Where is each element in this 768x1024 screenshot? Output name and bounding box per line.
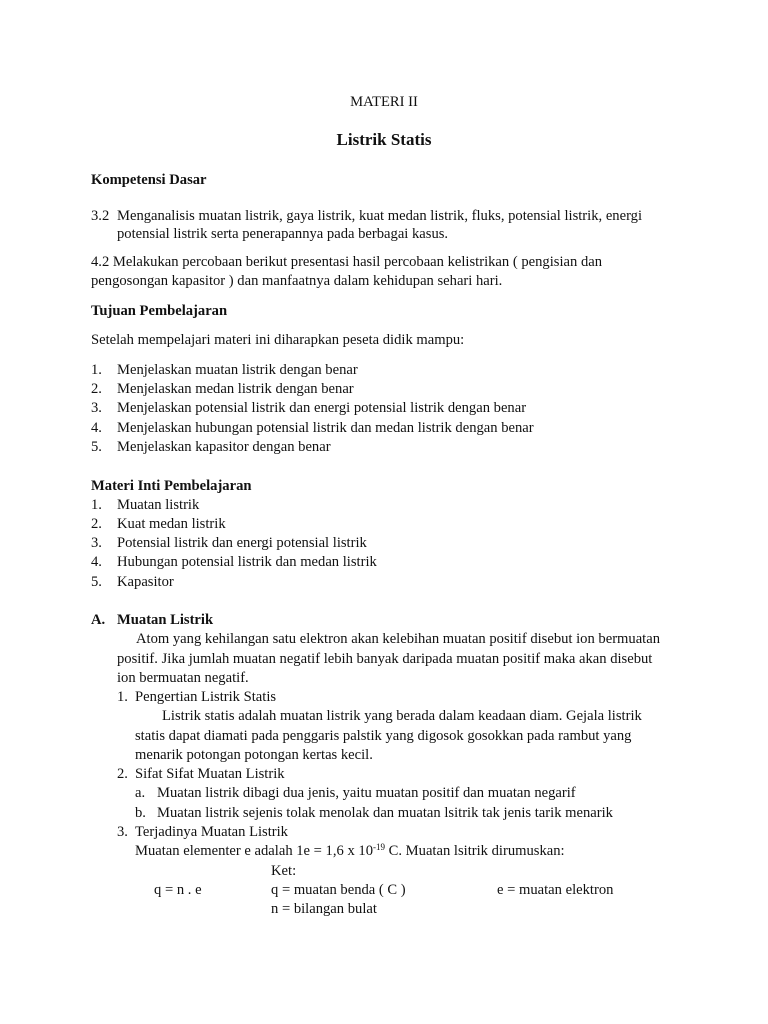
section-letter: A. bbox=[91, 612, 106, 628]
list-item-number: 1. bbox=[91, 497, 102, 513]
list-item: Menjelaskan kapasitor dengan benar bbox=[117, 439, 331, 455]
list-item-number: 3. bbox=[91, 535, 102, 551]
list-item: Menjelaskan muatan listrik dengan benar bbox=[117, 362, 358, 378]
list-item: Kapasitor bbox=[117, 574, 174, 590]
paragraph-line: Listrik statis adalah muatan listrik yang berada dalam keadaan diam. Gejala listrik bbox=[162, 708, 642, 724]
subsection-title: Terjadinya Muatan Listrik bbox=[135, 824, 288, 840]
list-item: Muatan listrik bbox=[117, 497, 200, 513]
subsection-number: 2. bbox=[117, 766, 128, 782]
list-item-number: 2. bbox=[91, 516, 102, 532]
tujuan-heading: Tujuan Pembelajaran bbox=[91, 303, 228, 319]
list-item: Menjelaskan medan listrik dengan benar bbox=[117, 381, 354, 397]
elementary-charge-line bbox=[135, 842, 565, 861]
list-item: Potensial listrik dan energi potensial listrik bbox=[117, 535, 367, 551]
list-item-number: 3. bbox=[91, 400, 102, 416]
materi-number: MATERI II bbox=[350, 94, 418, 110]
kd1-line: Menganalisis muatan listrik, gaya listrik, kuat medan listrik, fluks, potensial listrik, energi bbox=[117, 208, 643, 224]
ket-item: e = muatan elektron bbox=[497, 882, 614, 898]
subsection-title: Sifat Sifat Muatan Listrik bbox=[135, 766, 285, 782]
paragraph-line: Atom yang kehilangan satu elektron akan kelebihan muatan positif disebut ion bermuatan bbox=[136, 631, 661, 647]
paragraph-line: menarik potongan potongan kertas kecil. bbox=[135, 747, 373, 763]
subsection-title: Pengertian Listrik Statis bbox=[135, 689, 277, 705]
list-item-number: 2. bbox=[91, 381, 102, 397]
list-item-letter: a. bbox=[135, 785, 146, 801]
exponent: -19 bbox=[373, 842, 385, 852]
list-item: Muatan listrik dibagi dua jenis, yaitu muatan positif dan muatan negarif bbox=[157, 785, 576, 801]
paragraph-line: statis dapat diamati pada penggaris palstik yang digosok gosokkan pada rambut yang bbox=[135, 728, 632, 744]
ket-label: Ket: bbox=[271, 863, 297, 879]
paragraph-line: ion bermuatan negatif. bbox=[117, 670, 249, 686]
ket-item: n = bilangan bulat bbox=[271, 901, 377, 917]
list-item-number: 4. bbox=[91, 420, 102, 436]
list-item: Menjelaskan potensial listrik dan energi potensial listrik dengan benar bbox=[117, 400, 527, 416]
list-item: Hubungan potensial listrik dan medan listrik bbox=[117, 554, 377, 570]
page-title: Listrik Statis bbox=[336, 130, 432, 149]
kompetensi-heading: Kompetensi Dasar bbox=[91, 172, 207, 188]
subsection-number: 1. bbox=[117, 689, 128, 705]
materi-inti-heading: Materi Inti Pembelajaran bbox=[91, 478, 252, 494]
formula: q = n . e bbox=[154, 882, 202, 898]
list-item-number: 5. bbox=[91, 574, 102, 590]
list-item-number: 4. bbox=[91, 554, 102, 570]
list-item-letter: b. bbox=[135, 805, 146, 821]
list-item-number: 1. bbox=[91, 362, 102, 378]
kd1-number: 3.2 bbox=[91, 208, 110, 224]
charge-text: Muatan elementer e adalah 1e = 1,6 x 10 bbox=[135, 843, 373, 859]
list-item: Muatan listrik sejenis tolak menolak dan muatan lsitrik tak jenis tarik menarik bbox=[157, 805, 613, 821]
list-item: Menjelaskan hubungan potensial listrik dan medan listrik dengan benar bbox=[117, 420, 534, 436]
list-item-number: 5. bbox=[91, 439, 102, 455]
section-heading: Muatan Listrik bbox=[117, 612, 214, 628]
kd2-line: 4.2 Melakukan percobaan berikut presentasi hasil percobaan kelistrikan ( pengisian dan bbox=[91, 254, 603, 270]
subsection-number: 3. bbox=[117, 824, 128, 840]
charge-text-tail: C. Muatan lsitrik dirumuskan: bbox=[385, 843, 565, 859]
ket-item: q = muatan benda ( C ) bbox=[271, 882, 406, 898]
list-item: Kuat medan listrik bbox=[117, 516, 226, 532]
kd2-line: pengosongan kapasitor ) dan manfaatnya dalam kehidupan sehari hari. bbox=[91, 273, 503, 289]
paragraph-line: positif. Jika jumlah muatan negatif lebih banyak daripada muatan positif maka akan disebut bbox=[117, 651, 653, 667]
kd1-line: potensial listrik serta penerapannya pada berbagai kasus. bbox=[117, 226, 449, 242]
tujuan-intro: Setelah mempelajari materi ini diharapkan peseta didik mampu: bbox=[91, 332, 465, 348]
